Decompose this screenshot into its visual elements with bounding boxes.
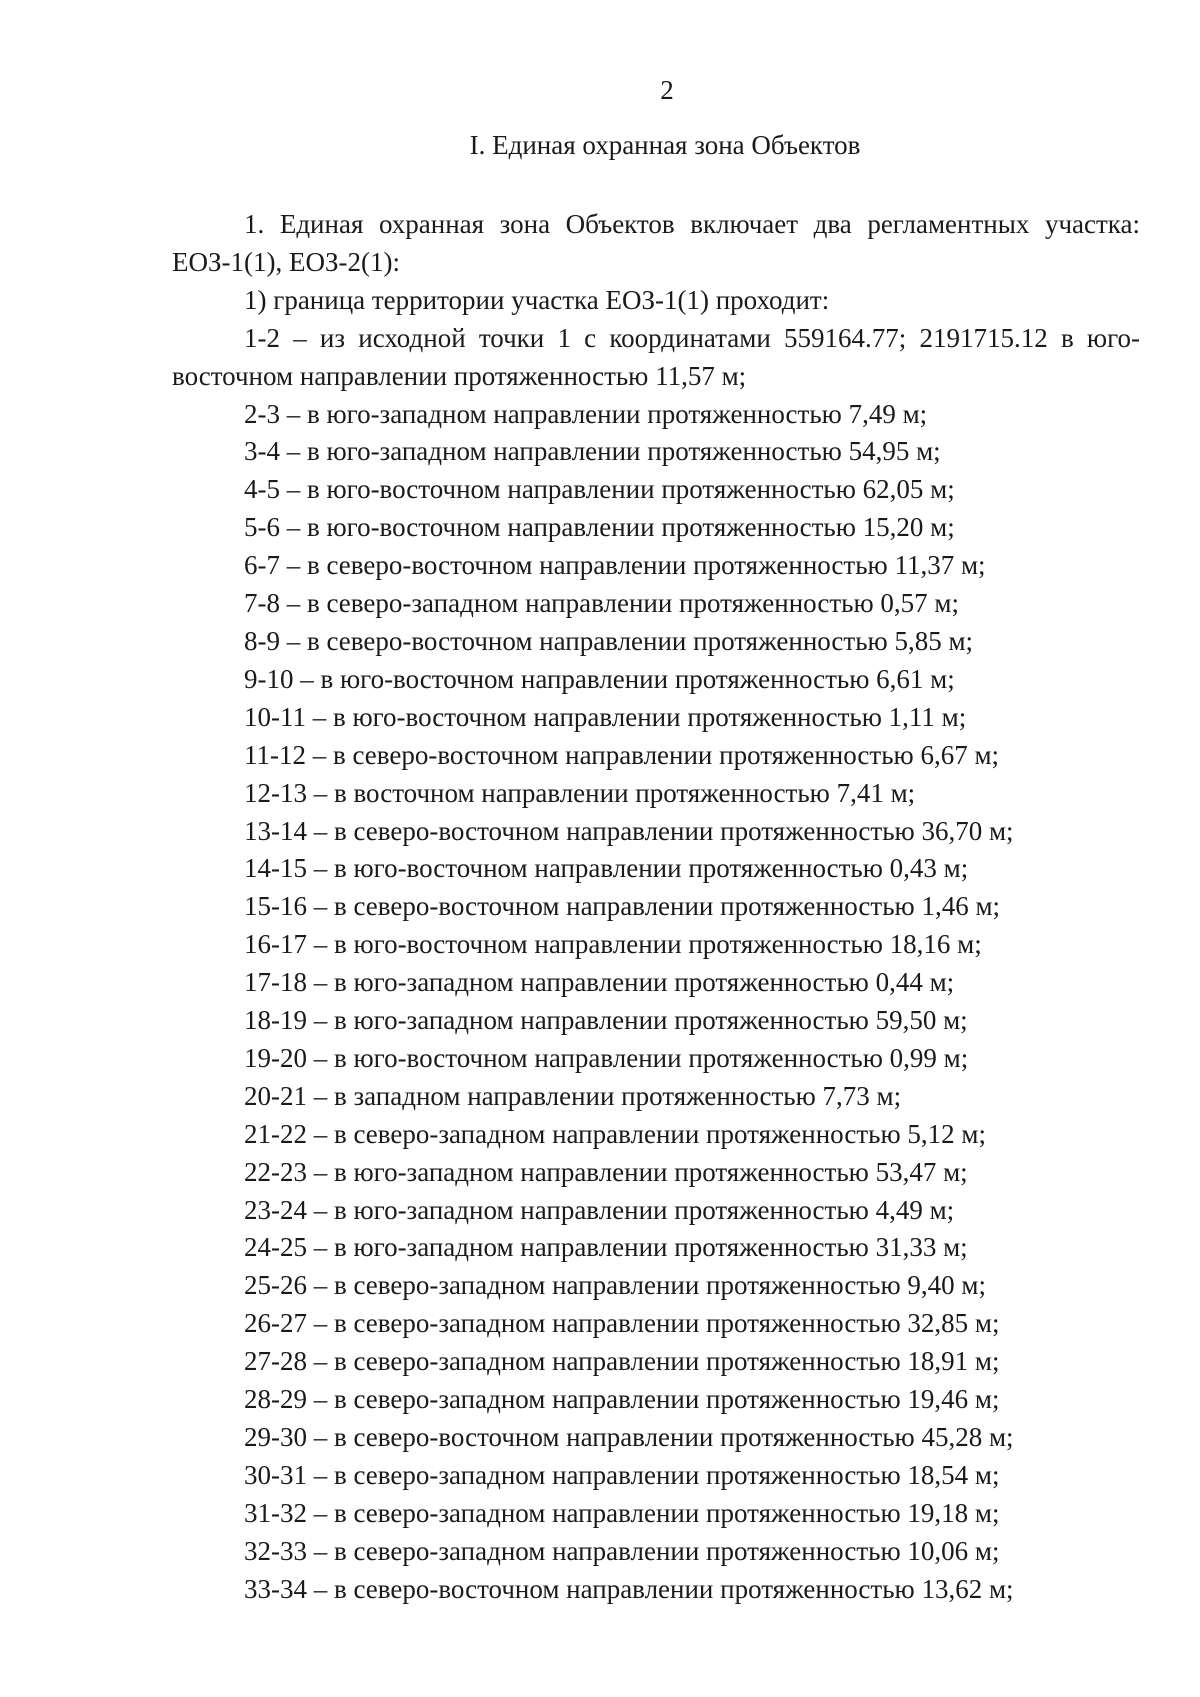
- boundary-segment-line: 26-27 – в северо-западном направлении протяженностью 32,85 м;: [244, 1308, 1000, 1339]
- paragraph-boundary-heading: 1) граница территории участка ЕОЗ-1(1) проходит:: [244, 284, 830, 315]
- document-body: [172, 206, 1140, 1609]
- boundary-segment-line: 9-10 – в юго-восточном направлении протяженностью 6,61 м;: [244, 663, 955, 694]
- paragraph-zone-composition: 1. Единая охранная зона Объектов включает два регламентных участка: ЕОЗ-1(1), ЕОЗ-2(1):: [172, 209, 1140, 277]
- boundary-segment-line: 22-23 – в юго-западном направлении протяженностью 53,47 м;: [244, 1156, 968, 1187]
- boundary-segment-line: 17-18 – в юго-западном направлении протяженностью 0,44 м;: [244, 967, 955, 998]
- boundary-segment-list: [172, 396, 1140, 1609]
- boundary-segment-line: 33-34 – в северо-восточном направлении протяженностью 13,62 м;: [244, 1573, 1014, 1604]
- boundary-segment-line: 5-6 – в юго-восточном направлении протяженностью 15,20 м;: [244, 512, 955, 543]
- boundary-segment-line: 10-11 – в юго-восточном направлении протяженностью 1,11 м;: [244, 701, 967, 732]
- boundary-segment-line: 29-30 – в северо-восточном направлении протяженностью 45,28 м;: [244, 1422, 1014, 1452]
- boundary-segment-line: 18-19 – в юго-западном направлении протяженностью 59,50 м;: [244, 1005, 968, 1036]
- boundary-segment-line: 11-12 – в северо-восточном направлении протяженностью 6,67 м;: [244, 739, 1000, 770]
- boundary-segment-line: 3-4 – в юго-западном направлении протяженностью 54,95 м;: [244, 436, 941, 467]
- boundary-segment-line: 30-31 – в северо-западном направлении протяженностью 18,54 м;: [244, 1459, 1000, 1490]
- boundary-segment-line: 13-14 – в северо-восточном направлении протяженностью 36,70 м;: [244, 815, 1014, 846]
- boundary-segment-line: 19-20 – в юго-восточном направлении протяженностью 0,99 м;: [244, 1042, 969, 1073]
- boundary-segment-line: 25-26 – в северо-западном направлении протяженностью 9,40 м;: [244, 1270, 986, 1301]
- boundary-segment-line: 28-29 – в северо-западном направлении протяженностью 19,46 м;: [244, 1384, 1000, 1415]
- boundary-segment-line: 16-17 – в юго-восточном направлении протяженностью 18,16 м;: [244, 929, 982, 960]
- boundary-segment-line: 21-22 – в северо-западном направлении протяженностью 5,12 м;: [244, 1118, 986, 1149]
- boundary-segment-line: 24-25 – в юго-западном направлении протяженностью 31,33 м;: [244, 1232, 968, 1263]
- boundary-segment-line: 4-5 – в юго-восточном направлении протяженностью 62,05 м;: [244, 474, 955, 505]
- boundary-segment-line: 2-3 – в юго-западном направлении протяженностью 7,49 м;: [244, 398, 928, 429]
- boundary-segment-line: 8-9 – в северо-восточном направлении протяженностью 5,85 м;: [244, 625, 974, 656]
- boundary-segment-line: 31-32 – в северо-западном направлении протяженностью 19,18 м;: [244, 1497, 1000, 1528]
- boundary-segment-line: 27-28 – в северо-западном направлении протяженностью 18,91 м;: [244, 1346, 1000, 1377]
- boundary-segment-line: 6-7 – в северо-восточном направлении протяженностью 11,37 м;: [244, 550, 986, 581]
- section-title: I. Единая охранная зона Объектов: [469, 130, 861, 160]
- boundary-segment-line: 23-24 – в юго-западном направлении протяженностью 4,49 м;: [244, 1194, 955, 1225]
- boundary-segment-line: 7-8 – в северо-западном направлении протяженностью 0,57 м;: [244, 588, 959, 619]
- boundary-segment-line: 32-33 – в северо-западном направлении протяженностью 10,06 м;: [244, 1535, 1000, 1566]
- boundary-segment-line: 15-16 – в северо-восточном направлении протяженностью 1,46 м;: [244, 891, 1001, 922]
- boundary-segment-line: 14-15 – в юго-восточном направлении протяженностью 0,43 м;: [244, 853, 969, 884]
- boundary-segment-line: 12-13 – в восточном направлении протяженностью 7,41 м;: [244, 777, 916, 808]
- page-number: 2: [660, 75, 674, 105]
- paragraph-start-point: 1-2 – из исходной точки 1 с координатами 559164.77; 2191715.12 в юго-восточном направлении протяженностью 11,57 м;: [172, 322, 1140, 391]
- boundary-segment-line: 20-21 – в западном направлении протяженностью 7,73 м;: [244, 1080, 902, 1111]
